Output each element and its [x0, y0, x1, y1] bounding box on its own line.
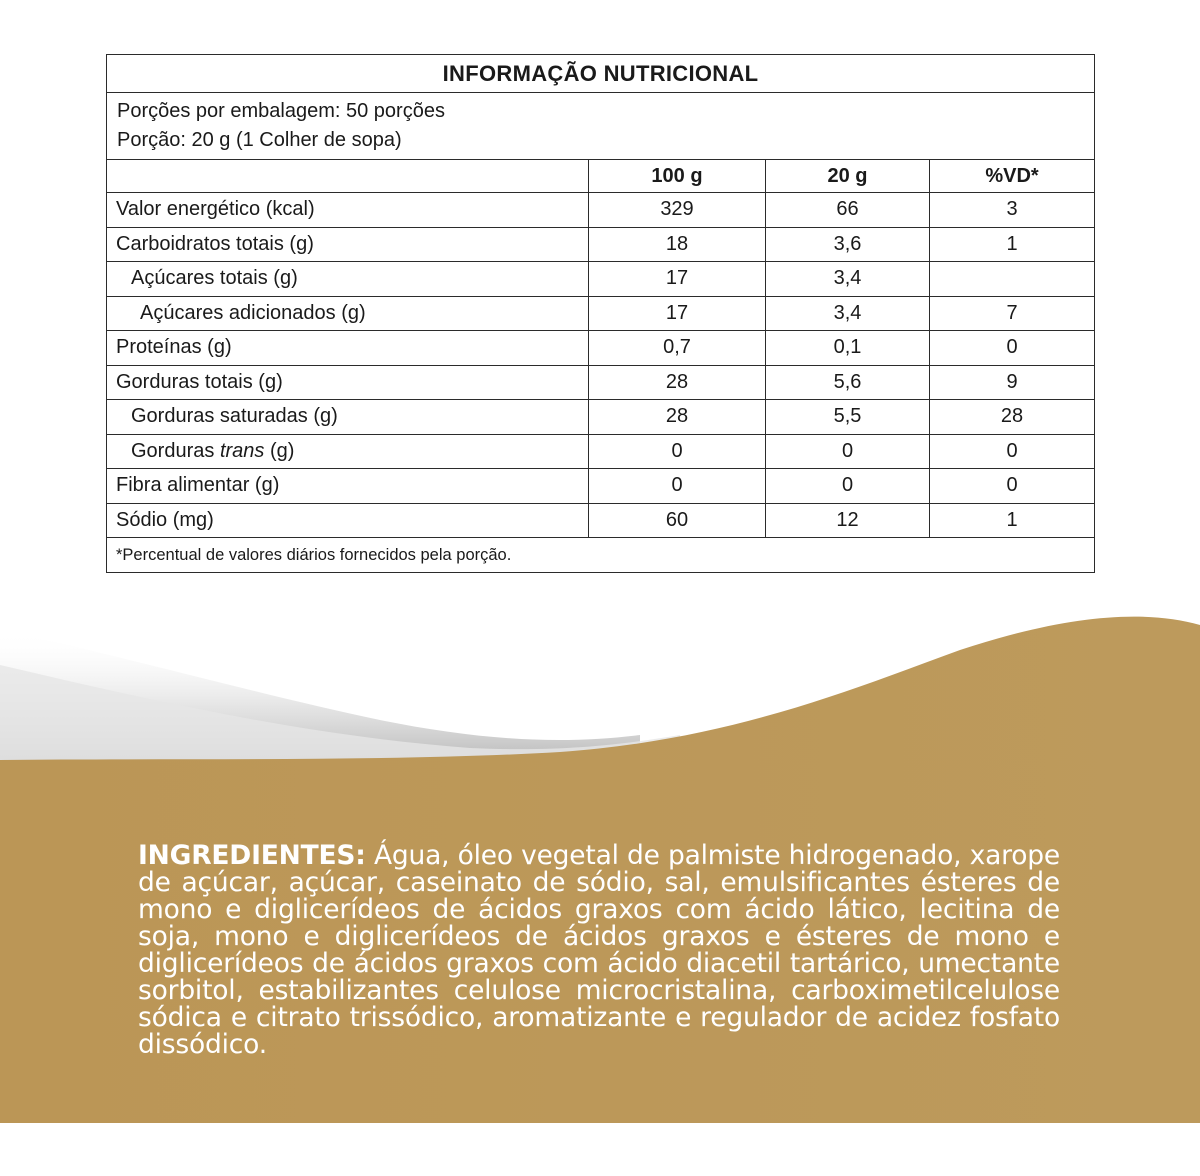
nutrient-label: Açúcares totais (g) — [107, 262, 589, 297]
value-20g: 0 — [766, 469, 930, 504]
value-100g: 17 — [589, 296, 766, 331]
ingredients-text: Água, óleo vegetal de palmiste hidrogenado, xarope de açúcar, açúcar, caseinato de sódio, sal, emulsificantes ésteres de mono e diglicerídeos de ácidos graxos com ácido lático, lecitina de soja, mono e diglicerídeos de ácidos graxos e ésteres de mono e diglicerídeos de ácidos graxos com ácido diacetil tartárico, umectante sorbitol, estabilizantes celulose microcristalina, carboximetilcelulose sódica e citrato trissódico, aromatizante e regulador de acidez fosfato dissódico. — [138, 840, 1061, 1060]
value-20g: 12 — [766, 503, 930, 538]
ingredients-label: INGREDIENTES: — [138, 840, 366, 871]
value-vd — [930, 262, 1095, 297]
value-vd: 0 — [930, 434, 1095, 469]
value-100g: 0,7 — [589, 331, 766, 366]
column-header-row — [107, 160, 1095, 193]
table-row — [107, 193, 1095, 228]
serving-size: Porção: 20 g (1 Colher de sopa) — [117, 129, 402, 151]
table-row — [107, 296, 1095, 331]
nutrition-facts-table — [106, 54, 1095, 573]
nutrient-label: Carboidratos totais (g) — [107, 227, 589, 262]
value-100g: 17 — [589, 262, 766, 297]
column-header-blank — [107, 160, 589, 193]
nutrient-label: Proteínas (g) — [107, 331, 589, 366]
value-100g: 28 — [589, 365, 766, 400]
value-vd: 3 — [930, 193, 1095, 228]
value-100g: 60 — [589, 503, 766, 538]
nutrient-label: Gorduras totais (g) — [107, 365, 589, 400]
value-vd: 9 — [930, 365, 1095, 400]
table-row — [107, 331, 1095, 366]
value-100g: 0 — [589, 469, 766, 504]
nutrient-label-italic: trans — [219, 439, 265, 462]
value-100g: 18 — [589, 227, 766, 262]
value-20g: 0,1 — [766, 331, 930, 366]
serving-info — [107, 93, 1095, 160]
value-20g: 3,4 — [766, 262, 930, 297]
value-20g: 0 — [766, 434, 930, 469]
nutrient-label-unit: (g) — [264, 439, 295, 462]
nutrient-label: Valor energético (kcal) — [107, 193, 589, 228]
value-100g: 329 — [589, 193, 766, 228]
nutrient-label: Fibra alimentar (g) — [107, 469, 589, 504]
value-vd: 7 — [930, 296, 1095, 331]
value-100g: 28 — [589, 400, 766, 435]
table-row — [107, 227, 1095, 262]
nutrient-label-part: Gorduras — [131, 439, 220, 462]
nutrient-label: Açúcares adicionados (g) — [107, 296, 589, 331]
value-vd: 0 — [930, 469, 1095, 504]
table-row — [107, 434, 1095, 469]
value-20g: 66 — [766, 193, 930, 228]
column-header-100g: 100 g — [589, 160, 766, 193]
value-vd: 1 — [930, 503, 1095, 538]
table-row — [107, 469, 1095, 504]
value-20g: 5,5 — [766, 400, 930, 435]
table-row — [107, 262, 1095, 297]
value-vd: 0 — [930, 331, 1095, 366]
value-100g: 0 — [589, 434, 766, 469]
nutrient-label — [107, 434, 589, 469]
value-vd: 1 — [930, 227, 1095, 262]
value-20g: 5,6 — [766, 365, 930, 400]
table-row — [107, 503, 1095, 538]
column-header-vd: %VD* — [930, 160, 1095, 193]
value-20g: 3,4 — [766, 296, 930, 331]
table-row — [107, 400, 1095, 435]
value-vd: 28 — [930, 400, 1095, 435]
servings-per-package: Porções por embalagem: 50 porções — [117, 100, 445, 122]
nutrient-label: Gorduras saturadas (g) — [107, 400, 589, 435]
value-20g: 3,6 — [766, 227, 930, 262]
ingredients-paragraph — [138, 842, 1060, 1058]
column-header-20g: 20 g — [766, 160, 930, 193]
nutrient-label: Sódio (mg) — [107, 503, 589, 538]
table-row — [107, 365, 1095, 400]
nutrition-title: INFORMAÇÃO NUTRICIONAL — [107, 55, 1095, 93]
table-footnote: *Percentual de valores diários fornecidos pela porção. — [107, 538, 1095, 573]
